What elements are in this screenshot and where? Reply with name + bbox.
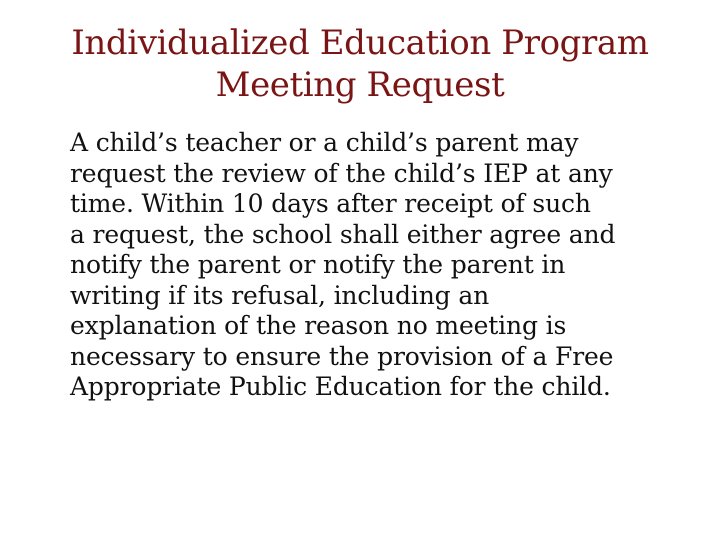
- slide-title: [0, 22, 720, 106]
- body-line: writing if its refusal, including an: [70, 280, 490, 310]
- body-line: necessary to ensure the provision of a Free: [70, 341, 614, 371]
- slide-title-line-2: Meeting Request: [215, 65, 505, 105]
- body-line: A child’s teacher or a child’s parent may: [70, 128, 579, 157]
- body-line: Appropriate Public Education for the child.: [70, 372, 611, 401]
- body-line: request the review of the child’s IEP at any: [70, 158, 613, 188]
- body-line: explanation of the reason no meeting is: [70, 311, 567, 340]
- slide-body-paragraph: [70, 128, 710, 403]
- body-line: a request, the school shall either agree and: [70, 219, 616, 249]
- body-line: time. Within 10 days after receipt of such: [70, 189, 591, 218]
- body-line: notify the parent or notify the parent in: [70, 250, 566, 279]
- slide-title-line-1: Individualized Education Program: [71, 23, 649, 63]
